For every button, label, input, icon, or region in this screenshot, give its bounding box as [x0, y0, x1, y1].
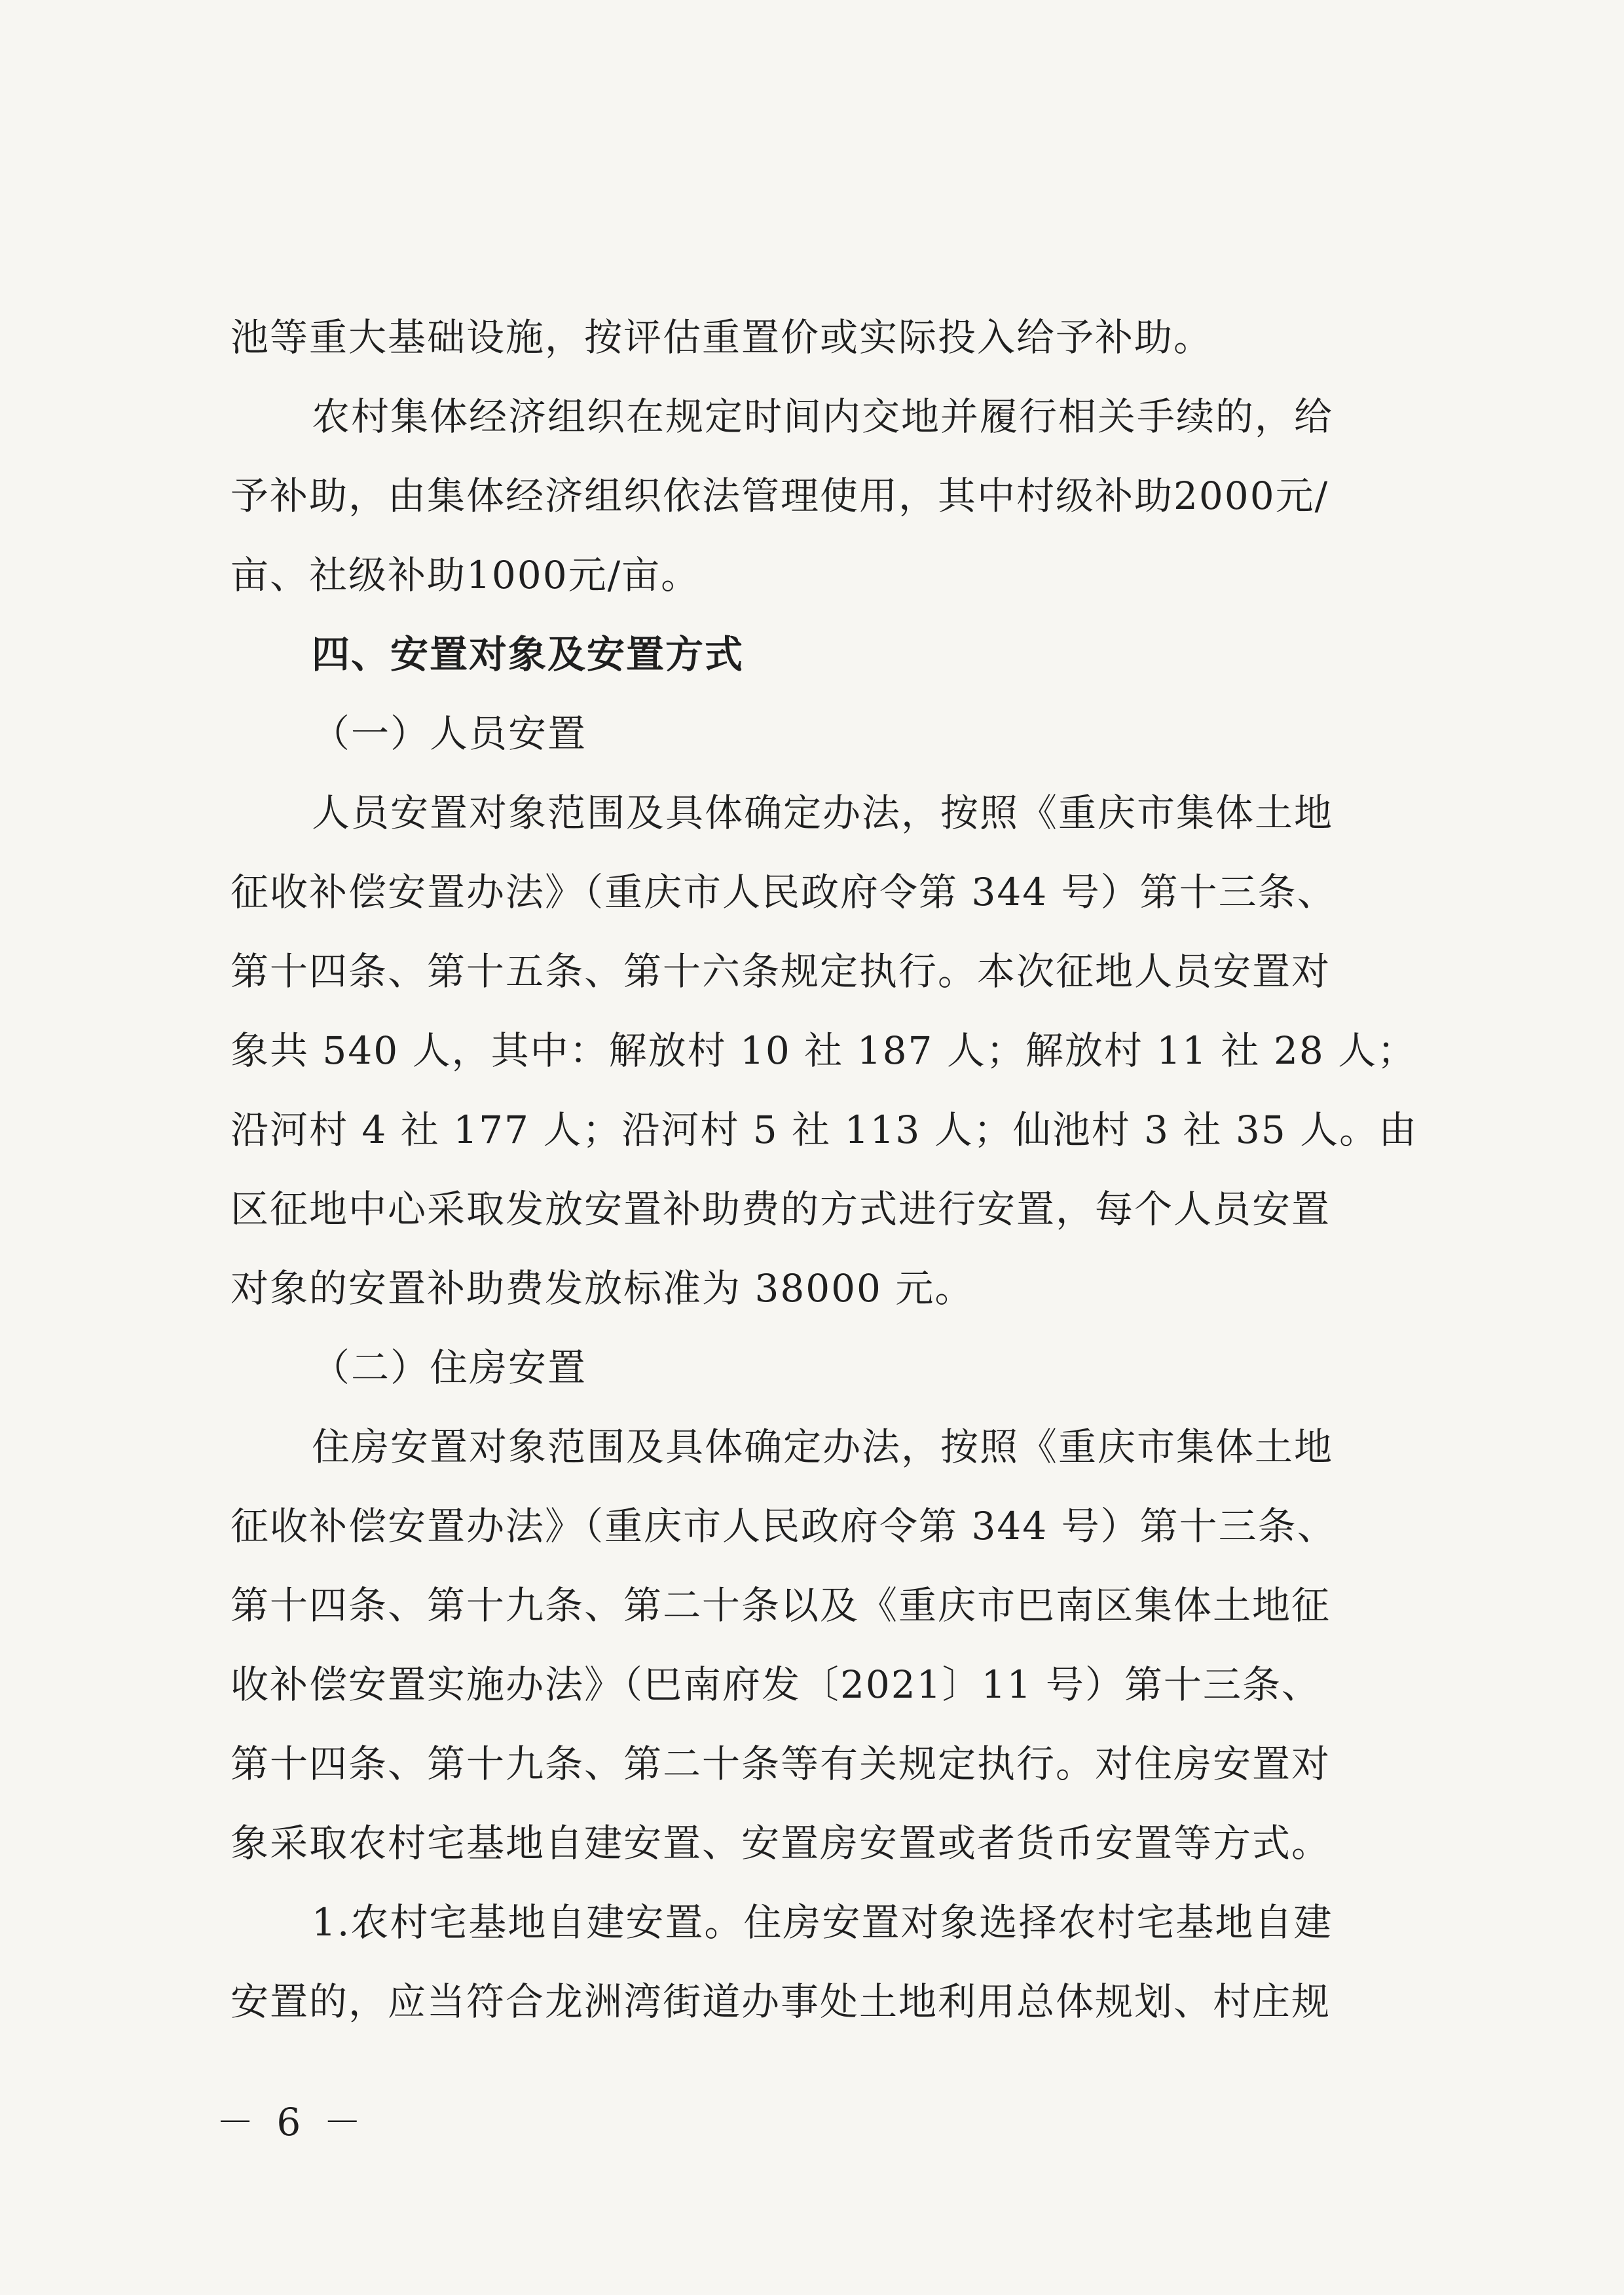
- text-line: 对象的安置补助费发放标准为 38000 元。: [231, 1266, 974, 1311]
- text-line: 亩、社级补助1000元/亩。: [231, 553, 701, 597]
- section-heading: 四、安置对象及安置方式: [312, 632, 745, 677]
- text-line: 池等重大基础设施，按评估重置价或实际投入给予补助。: [231, 315, 1213, 360]
- subsection-heading: （一）人员安置: [312, 711, 587, 756]
- page-number: － 6 －: [216, 2100, 367, 2144]
- text-line: 沿河村 4 社 177 人；沿河村 5 社 113 人；仙池村 3 社 35 人。由: [231, 1108, 1418, 1152]
- text-line: 象采取农村宅基地自建安置、安置房安置或者货币安置等方式。: [231, 1821, 1331, 1865]
- text-line: 第十四条、第十五条、第十六条规定执行。本次征地人员安置对: [231, 949, 1331, 994]
- text-line: 第十四条、第十九条、第二十条以及《重庆市巴南区集体土地征: [231, 1583, 1331, 1628]
- text-line: 象共 540 人，其中：解放村 10 社 187 人；解放村 11 社 28 人；: [231, 1028, 1417, 1073]
- text-line: 1.农村宅基地自建安置。住房安置对象选择农村宅基地自建: [312, 1900, 1333, 1945]
- text-line: 住房安置对象范围及具体确定办法，按照《重庆市集体土地: [312, 1425, 1334, 1469]
- document-body: [231, 298, 1429, 2042]
- text-line: 征收补偿安置办法》（重庆市人民政府令第 344 号）第十三条、: [231, 1504, 1337, 1548]
- text-line: 收补偿安置实施办法》（巴南府发〔2021〕11 号）第十三条、: [231, 1662, 1321, 1707]
- text-line: 予补助，由集体经济组织依法管理使用，其中村级补助2000元/: [231, 474, 1329, 518]
- text-line: 农村集体经济组织在规定时间内交地并履行相关手续的，给: [312, 394, 1334, 439]
- text-line: 区征地中心采取发放安置补助费的方式进行安置，每个人员安置: [231, 1187, 1331, 1231]
- text-line: 人员安置对象范围及具体确定办法，按照《重庆市集体土地: [312, 791, 1334, 835]
- subsection-heading: （二）住房安置: [312, 1345, 587, 1390]
- text-line: 第十四条、第十九条、第二十条等有关规定执行。对住房安置对: [231, 1742, 1331, 1786]
- text-line: 征收补偿安置办法》（重庆市人民政府令第 344 号）第十三条、: [231, 870, 1337, 914]
- text-line: 安置的，应当符合龙洲湾街道办事处土地利用总体规划、村庄规: [231, 1979, 1331, 2024]
